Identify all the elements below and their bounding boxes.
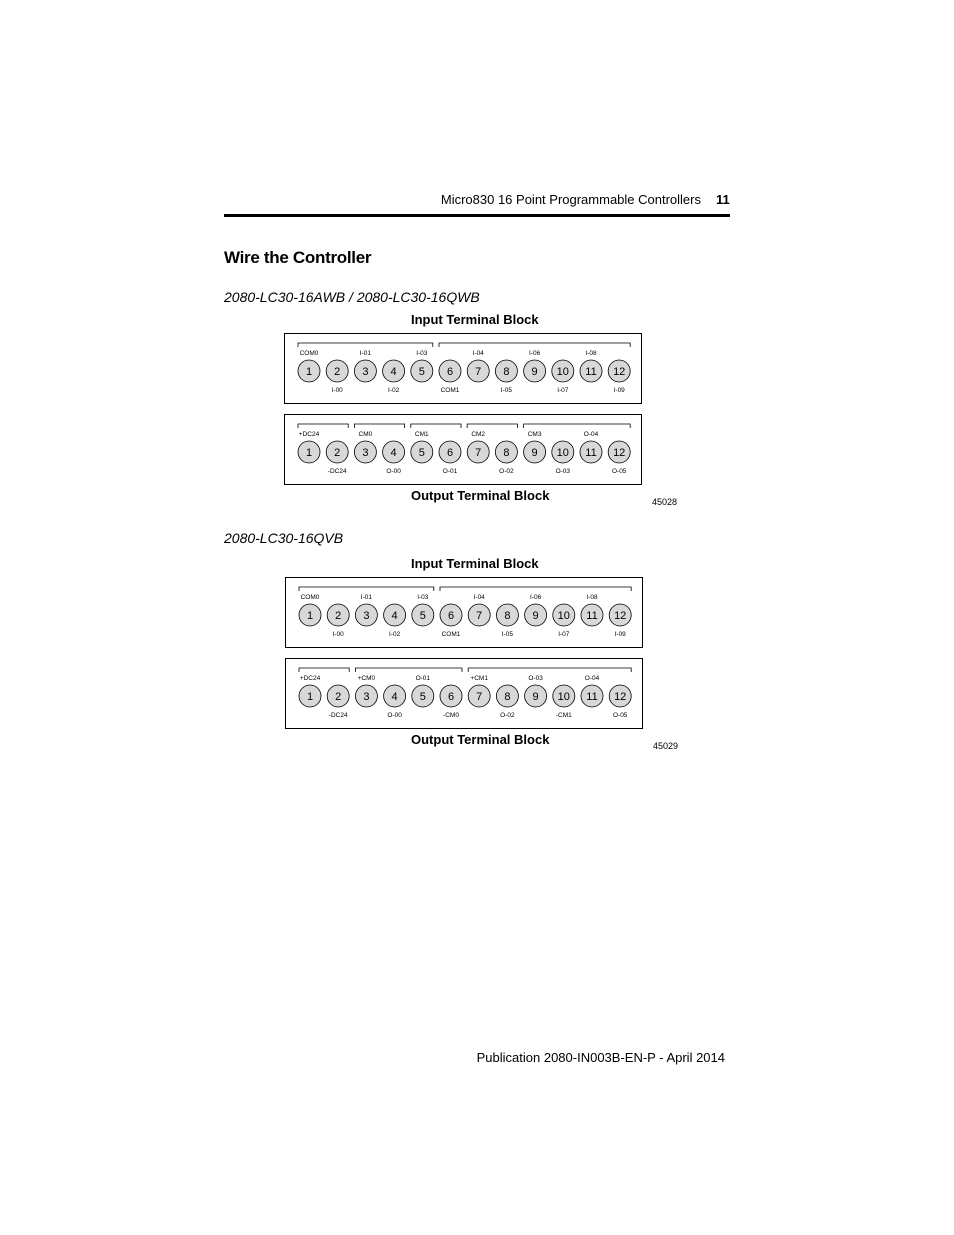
fig2-output-terminal-1 bbox=[299, 685, 321, 707]
fig2-input-bottom-label-3: COM1 bbox=[441, 631, 461, 638]
fig1-output-terminal-3 bbox=[354, 441, 376, 463]
fig1-output-terminal-7 bbox=[467, 441, 489, 463]
running-header-title: Micro830 16 Point Programmable Controllers bbox=[440, 192, 701, 207]
fig2-output-svg bbox=[286, 659, 644, 730]
fig1-output-top-label-6: O-04 bbox=[583, 431, 599, 438]
fig1-output-terminal-number-10: 10 bbox=[556, 447, 569, 459]
fig1-input-top-label-2: I-01 bbox=[359, 350, 372, 357]
fig2-input-terminal-number-12: 12 bbox=[614, 610, 627, 622]
fig1-input-bottom-label-4: I-05 bbox=[500, 387, 513, 394]
fig1-input-terminal-9 bbox=[524, 360, 546, 382]
fig2-output-terminal-9 bbox=[525, 685, 547, 707]
figure-number-1: 45028 bbox=[652, 497, 678, 507]
fig2-input-top-label-3: I-03 bbox=[417, 594, 429, 601]
fig2-input-terminal-number-4: 4 bbox=[391, 610, 398, 622]
fig1-input-top-label-6: I-08 bbox=[585, 350, 597, 357]
fig1-input-bottom-label-1: I-00 bbox=[331, 387, 343, 394]
fig1-input-terminal-number-6: 6 bbox=[446, 366, 454, 378]
fig1-output-terminal-1 bbox=[298, 441, 320, 463]
fig2-output-terminal-8 bbox=[496, 685, 518, 707]
fig2-output-terminal-number-12: 12 bbox=[614, 691, 627, 703]
fig1-output-terminal-6 bbox=[439, 441, 461, 463]
fig1-output-bracket-2 bbox=[354, 424, 404, 428]
fig1-output-terminal-10 bbox=[552, 441, 574, 463]
fig2-output-terminal-number-9: 9 bbox=[532, 691, 539, 703]
page-number: 11 bbox=[716, 192, 730, 207]
fig2-output-top-label-6: O-04 bbox=[584, 675, 600, 682]
output-terminal-block-label-2: Output Terminal Block bbox=[411, 732, 550, 747]
fig1-input-terminal-7 bbox=[467, 360, 489, 382]
fig2-output-top-label-3: O-01 bbox=[415, 675, 431, 682]
fig1-output-terminal-12 bbox=[608, 441, 630, 463]
fig1-output-terminal-number-3: 3 bbox=[362, 447, 369, 459]
fig1-input-top-label-4: I-04 bbox=[472, 350, 484, 357]
fig2-input-bottom-label-2: I-02 bbox=[388, 631, 401, 638]
fig1-input-terminal-number-8: 8 bbox=[503, 366, 510, 378]
fig1-output-terminal-number-12: 12 bbox=[613, 447, 626, 459]
fig1-output-top-label-5: CM3 bbox=[527, 431, 542, 438]
output-terminal-block-1 bbox=[284, 414, 642, 485]
fig2-output-terminal-number-1: 1 bbox=[306, 691, 314, 703]
fig2-input-terminal-number-9: 9 bbox=[532, 610, 539, 622]
fig1-output-top-label-4: CM2 bbox=[471, 431, 486, 438]
fig1-output-terminal-number-4: 4 bbox=[390, 447, 397, 459]
fig2-input-bottom-label-1: I-00 bbox=[332, 631, 344, 638]
fig2-output-terminal-number-8: 8 bbox=[504, 691, 511, 703]
fig2-input-top-label-4: I-04 bbox=[473, 594, 485, 601]
fig1-output-bracket-3 bbox=[411, 424, 461, 428]
fig1-output-bottom-label-2: O-00 bbox=[386, 468, 401, 475]
fig2-input-terminal-number-6: 6 bbox=[447, 610, 455, 622]
fig2-output-top-label-4: +CM1 bbox=[470, 675, 488, 682]
fig1-input-terminal-5 bbox=[411, 360, 433, 382]
fig1-output-bracket-5 bbox=[524, 424, 631, 428]
fig2-input-terminal-12 bbox=[609, 604, 631, 626]
fig1-input-terminal-number-2: 2 bbox=[334, 366, 341, 378]
fig1-input-top-label-3: I-03 bbox=[416, 350, 428, 357]
fig1-output-bottom-label-3: O-01 bbox=[442, 468, 458, 475]
output-terminal-block-label-1: Output Terminal Block bbox=[411, 488, 550, 503]
fig1-output-terminal-4 bbox=[383, 441, 405, 463]
fig1-output-terminal-number-2: 2 bbox=[334, 447, 341, 459]
fig1-input-bottom-label-5: I-07 bbox=[557, 387, 569, 394]
fig2-output-bottom-label-3: -CM0 bbox=[443, 712, 459, 719]
fig2-output-bottom-label-4: O-02 bbox=[500, 712, 515, 719]
figure-number-2: 45029 bbox=[653, 741, 679, 751]
fig2-input-top-label-1: COM0 bbox=[300, 594, 320, 601]
fig2-output-terminal-12 bbox=[609, 685, 631, 707]
fig1-input-bracket-1 bbox=[298, 343, 433, 347]
fig1-output-terminal-number-9: 9 bbox=[531, 447, 538, 459]
fig1-input-bottom-label-2: I-02 bbox=[387, 387, 400, 394]
fig1-output-terminal-number-7: 7 bbox=[475, 447, 482, 459]
fig2-output-terminal-7 bbox=[468, 685, 490, 707]
fig1-input-terminal-number-9: 9 bbox=[531, 366, 538, 378]
fig1-output-terminal-number-5: 5 bbox=[418, 447, 425, 459]
fig2-input-bottom-label-6: I-09 bbox=[614, 631, 626, 638]
fig2-input-terminal-number-10: 10 bbox=[557, 610, 570, 622]
fig1-output-terminal-number-11: 11 bbox=[585, 447, 597, 459]
fig1-output-bracket-4 bbox=[467, 424, 517, 428]
fig2-input-bottom-label-4: I-05 bbox=[501, 631, 514, 638]
fig1-output-terminal-8 bbox=[495, 441, 517, 463]
fig2-output-terminal-number-7: 7 bbox=[476, 691, 483, 703]
fig1-input-terminal-number-3: 3 bbox=[362, 366, 369, 378]
fig1-input-top-label-1: COM0 bbox=[299, 350, 319, 357]
fig2-input-bracket-2 bbox=[440, 587, 631, 591]
fig2-output-top-label-5: O-03 bbox=[528, 675, 543, 682]
fig2-output-terminal-number-3: 3 bbox=[363, 691, 370, 703]
fig1-output-terminal-2 bbox=[326, 441, 348, 463]
fig1-input-terminal-number-11: 11 bbox=[585, 366, 597, 378]
fig1-input-bottom-label-6: I-09 bbox=[613, 387, 625, 394]
fig1-output-bottom-label-1: -DC24 bbox=[327, 468, 347, 475]
fig2-output-bracket-3 bbox=[468, 668, 631, 672]
fig2-input-terminal-number-11: 11 bbox=[586, 610, 598, 622]
input-terminal-block-1 bbox=[284, 333, 642, 404]
fig1-input-top-label-5: I-06 bbox=[528, 350, 541, 357]
fig2-input-bracket-1 bbox=[299, 587, 434, 591]
fig1-input-bracket-2 bbox=[439, 343, 630, 347]
fig1-input-terminal-11 bbox=[580, 360, 602, 382]
fig2-output-terminal-number-6: 6 bbox=[447, 691, 455, 703]
fig1-input-terminal-number-12: 12 bbox=[613, 366, 626, 378]
fig2-output-top-label-2: +CM0 bbox=[357, 675, 376, 682]
fig2-input-terminal-10 bbox=[553, 604, 575, 626]
fig2-output-terminal-number-10: 10 bbox=[557, 691, 570, 703]
fig1-input-terminal-1 bbox=[298, 360, 320, 382]
model-heading-2: 2080-LC30-16QVB bbox=[224, 530, 344, 546]
fig2-input-terminal-2 bbox=[327, 604, 349, 626]
fig2-output-terminal-11 bbox=[581, 685, 603, 707]
fig2-input-svg bbox=[286, 578, 644, 649]
section-title: Wire the Controller bbox=[224, 248, 372, 267]
fig2-input-terminal-number-7: 7 bbox=[476, 610, 483, 622]
fig2-input-top-label-2: I-01 bbox=[360, 594, 373, 601]
fig1-input-terminal-8 bbox=[495, 360, 517, 382]
fig1-output-bottom-label-5: O-03 bbox=[555, 468, 571, 475]
fig2-input-terminal-number-5: 5 bbox=[419, 610, 426, 622]
fig1-input-terminal-number-7: 7 bbox=[475, 366, 482, 378]
fig1-output-terminal-5 bbox=[411, 441, 433, 463]
fig1-input-svg bbox=[285, 334, 643, 405]
fig2-input-terminal-number-3: 3 bbox=[363, 610, 370, 622]
fig2-input-terminal-11 bbox=[581, 604, 603, 626]
fig2-input-terminal-number-1: 1 bbox=[306, 610, 314, 622]
fig2-output-terminal-4 bbox=[384, 685, 406, 707]
fig2-output-top-label-1: +DC24 bbox=[299, 675, 321, 682]
fig1-output-top-label-3: CM1 bbox=[414, 431, 429, 438]
fig1-input-terminal-12 bbox=[608, 360, 630, 382]
header-rule bbox=[224, 214, 730, 217]
fig2-input-bottom-label-5: I-07 bbox=[558, 631, 570, 638]
fig2-input-terminal-5 bbox=[412, 604, 434, 626]
fig1-output-terminal-11 bbox=[580, 441, 602, 463]
fig2-output-bottom-label-2: O-00 bbox=[387, 712, 402, 719]
fig1-output-top-label-1: +DC24 bbox=[298, 431, 320, 438]
fig2-output-terminal-2 bbox=[327, 685, 349, 707]
fig2-output-terminal-number-2: 2 bbox=[335, 691, 342, 703]
input-terminal-block-2 bbox=[285, 577, 643, 648]
fig2-input-terminal-4 bbox=[384, 604, 406, 626]
fig1-output-bottom-label-4: O-02 bbox=[499, 468, 514, 475]
input-terminal-block-label-2: Input Terminal Block bbox=[411, 556, 539, 571]
fig2-output-bracket-1 bbox=[299, 668, 349, 672]
fig2-input-terminal-number-8: 8 bbox=[504, 610, 511, 622]
fig1-input-terminal-number-5: 5 bbox=[418, 366, 425, 378]
fig2-input-terminal-6 bbox=[440, 604, 462, 626]
fig1-input-terminal-3 bbox=[354, 360, 376, 382]
fig2-input-terminal-8 bbox=[496, 604, 518, 626]
fig2-output-bottom-label-6: O-05 bbox=[612, 712, 628, 719]
fig2-input-terminal-3 bbox=[355, 604, 377, 626]
fig2-input-terminal-9 bbox=[525, 604, 547, 626]
fig1-output-terminal-9 bbox=[524, 441, 546, 463]
fig1-input-terminal-10 bbox=[552, 360, 574, 382]
fig1-output-terminal-number-8: 8 bbox=[503, 447, 510, 459]
fig1-output-svg bbox=[285, 415, 643, 486]
model-heading-1: 2080-LC30-16AWB / 2080-LC30-16QWB bbox=[224, 289, 480, 305]
fig1-input-terminal-2 bbox=[326, 360, 348, 382]
fig1-output-bracket-1 bbox=[298, 424, 348, 428]
fig2-output-terminal-3 bbox=[355, 685, 377, 707]
fig2-output-terminal-10 bbox=[553, 685, 575, 707]
output-terminal-block-2 bbox=[285, 658, 643, 729]
fig2-output-terminal-number-5: 5 bbox=[419, 691, 426, 703]
fig2-output-bottom-label-1: -DC24 bbox=[328, 712, 348, 719]
fig1-input-terminal-number-10: 10 bbox=[556, 366, 569, 378]
fig1-input-bottom-label-3: COM1 bbox=[440, 387, 460, 394]
publication-footer: Publication 2080-IN003B-EN-P - April 2014 bbox=[476, 1050, 725, 1065]
fig1-input-terminal-4 bbox=[383, 360, 405, 382]
fig1-output-top-label-2: CM0 bbox=[358, 431, 373, 438]
fig2-output-bottom-label-5: -CM1 bbox=[555, 712, 572, 719]
fig1-input-terminal-number-4: 4 bbox=[390, 366, 397, 378]
fig2-input-terminal-7 bbox=[468, 604, 490, 626]
fig1-input-terminal-number-1: 1 bbox=[305, 366, 313, 378]
fig2-input-top-label-5: I-06 bbox=[529, 594, 542, 601]
fig2-output-terminal-5 bbox=[412, 685, 434, 707]
fig2-input-terminal-number-2: 2 bbox=[335, 610, 342, 622]
fig1-output-terminal-number-1: 1 bbox=[305, 447, 313, 459]
fig2-input-top-label-6: I-08 bbox=[586, 594, 598, 601]
input-terminal-block-label-1: Input Terminal Block bbox=[411, 312, 539, 327]
fig2-output-bracket-2 bbox=[355, 668, 462, 672]
fig1-output-terminal-number-6: 6 bbox=[446, 447, 454, 459]
fig2-output-terminal-6 bbox=[440, 685, 462, 707]
fig2-input-terminal-1 bbox=[299, 604, 321, 626]
fig1-input-terminal-6 bbox=[439, 360, 461, 382]
fig2-output-terminal-number-4: 4 bbox=[391, 691, 398, 703]
fig2-output-terminal-number-11: 11 bbox=[586, 691, 598, 703]
fig1-output-bottom-label-6: O-05 bbox=[611, 468, 627, 475]
